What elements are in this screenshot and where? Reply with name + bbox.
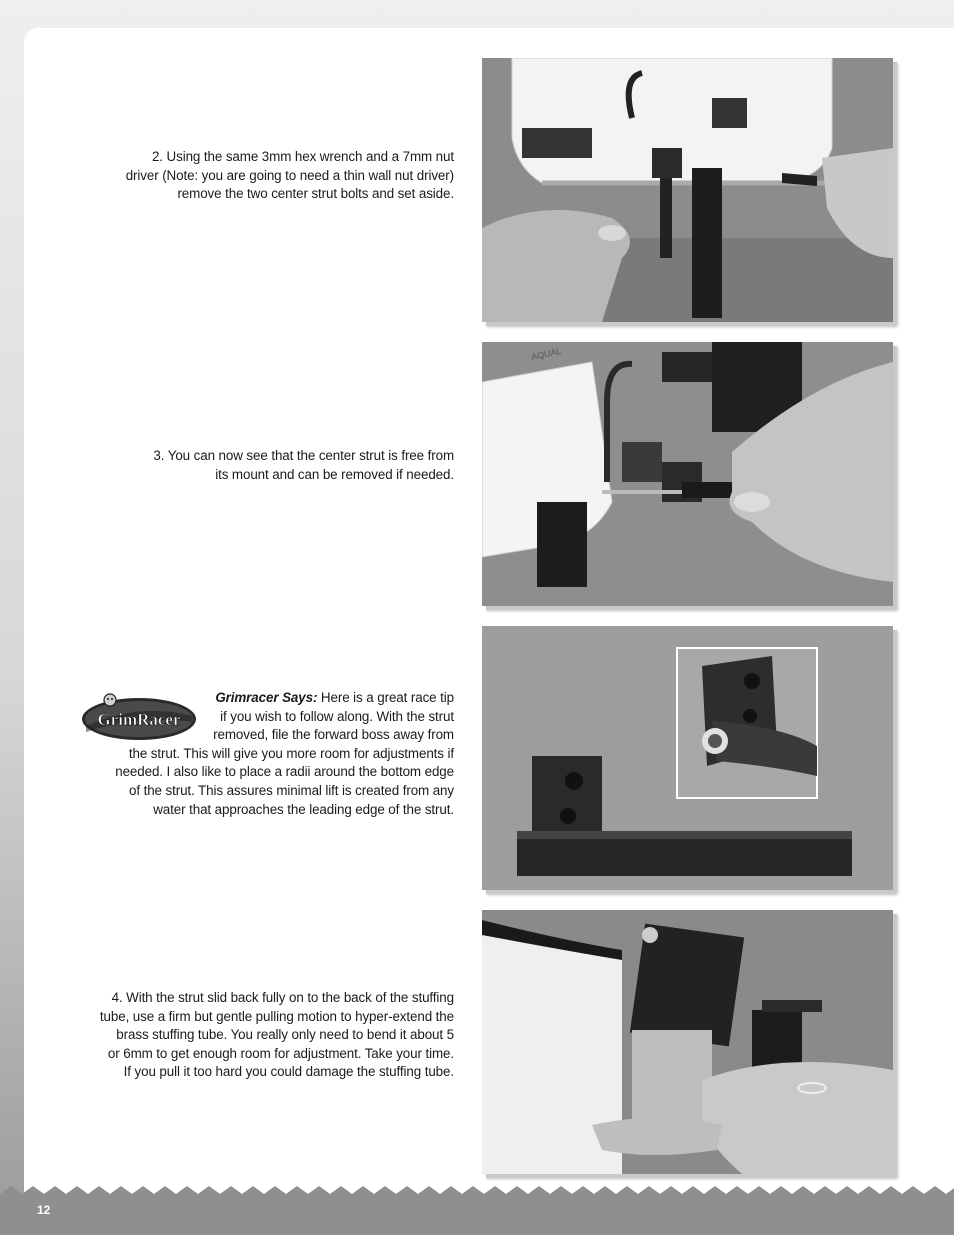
photo-stuffing-tube — [482, 910, 893, 1174]
svg-text:AQUAL: AQUAL — [530, 345, 563, 362]
step-2-line: 2. Using the same 3mm hex wrench and a 7mm nut — [151, 149, 454, 164]
step-4-line: If you pull it too hard you could damage the stuffing tube. — [123, 1064, 454, 1080]
step-4-line: tube, use a firm but gentle pulling motion to hyper-extend the — [99, 1008, 454, 1024]
photo-strut-free — [482, 342, 893, 606]
footer-wave-border — [0, 1180, 954, 1235]
photo-strut-part — [482, 626, 893, 890]
tip-line: the strut. This will give you more room for adjustments if — [128, 745, 454, 761]
tip-first-line — [115, 689, 454, 708]
step-4-line: 4. With the strut slid back fully on to the back of the stuffing — [111, 990, 454, 1005]
step-2-text — [126, 148, 454, 204]
svg-text:GrimRacer: GrimRacer — [97, 710, 181, 729]
page-number: 12 — [37, 1203, 51, 1217]
grimracer-tip-text — [115, 689, 454, 819]
tip-line: water that approaches the leading edge of the strut. — [153, 801, 454, 817]
step-2-line: remove the two center strut bolts and set aside. — [177, 186, 454, 202]
step-4-line: brass stuffing tube. You really only need to bend it about 5 — [116, 1027, 454, 1043]
step-4-line: or 6mm to get enough room for adjustment. Take your time. — [107, 1045, 454, 1061]
step-3-line: 3. You can now see that the center strut is free from — [153, 448, 454, 463]
tip-label: Grimracer Says: — [215, 690, 318, 705]
step-2-line: driver (Note: you are going to need a thin wall nut driver) — [125, 167, 454, 183]
tip-line: needed. I also like to place a radii around the bottom edge — [115, 764, 454, 780]
tip-line: if you wish to follow along. With the strut — [220, 708, 454, 724]
tip-first-line-rest: Here is a great race tip — [317, 690, 454, 705]
step-4-text — [100, 989, 454, 1082]
step-3-line: its mount and can be removed if needed. — [215, 466, 454, 482]
tip-line: removed, file the forward boss away from — [213, 727, 454, 743]
step-3-text — [153, 447, 454, 484]
tip-line: of the strut. This assures minimal lift is created from any — [128, 782, 454, 798]
photo-strut-bolts — [482, 58, 893, 322]
